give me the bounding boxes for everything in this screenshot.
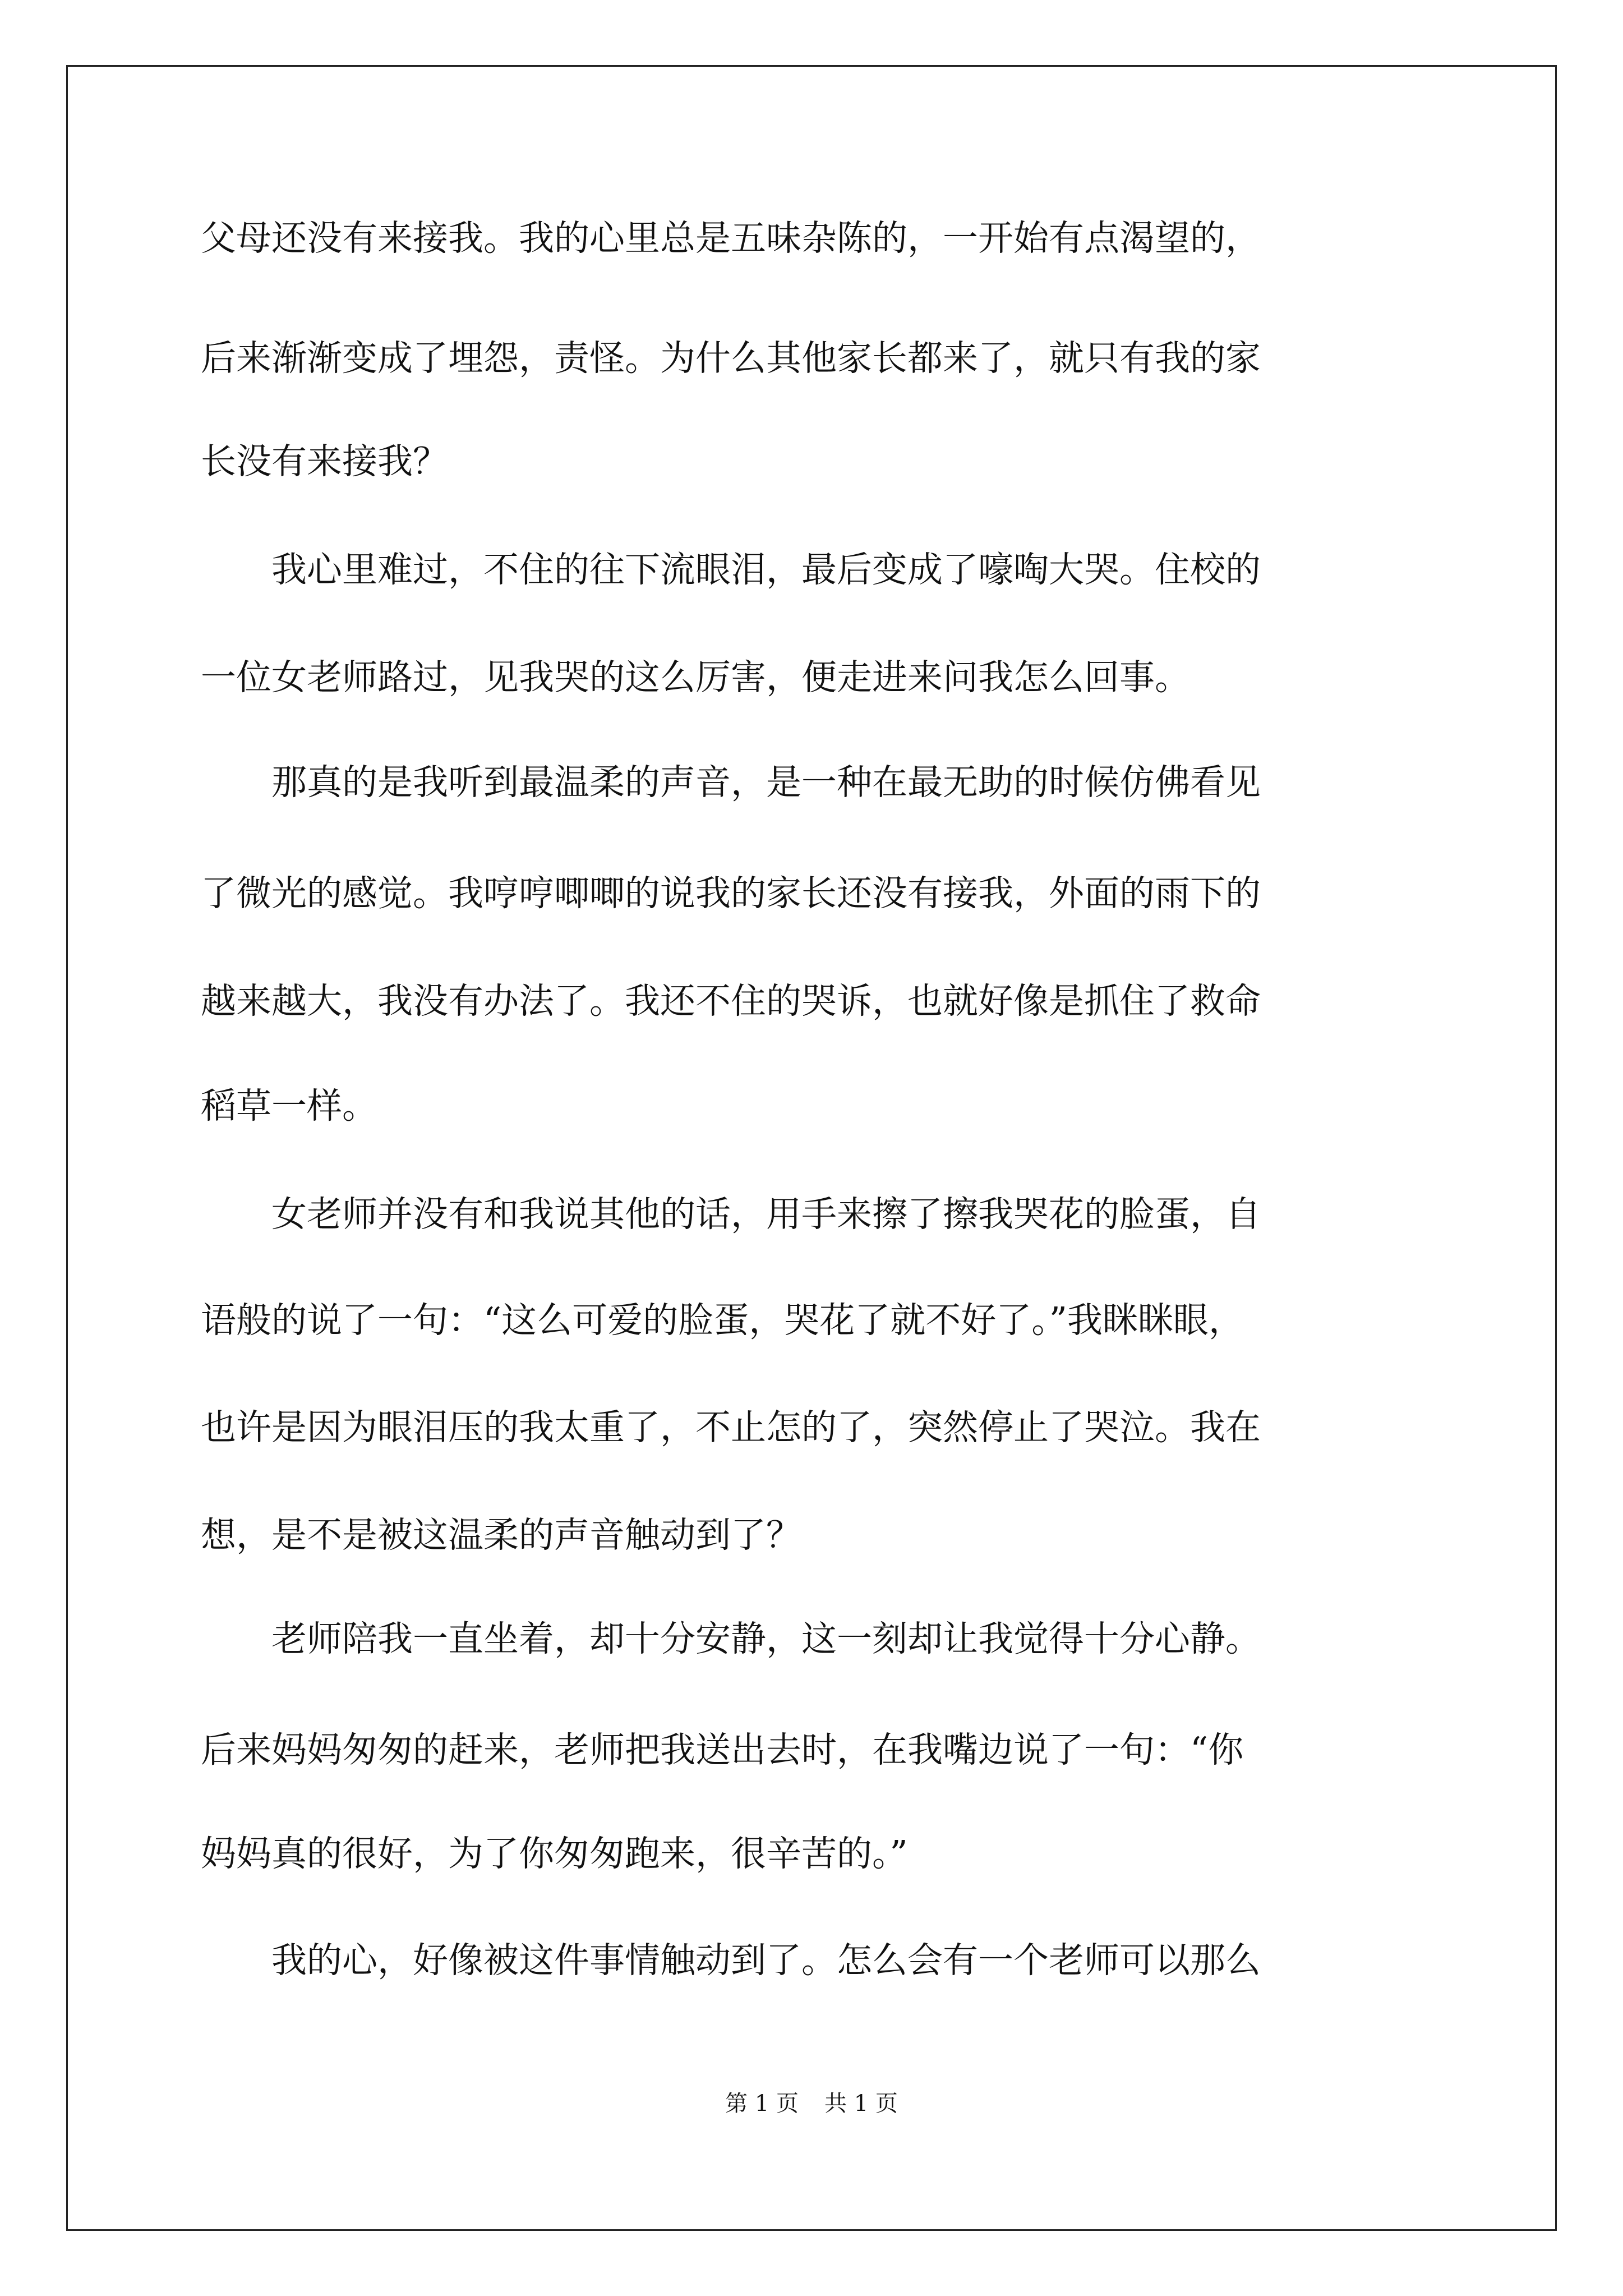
body-text-line: 长没有来接我？ [201,441,448,482]
body-text-line: 我的心，好像被这件事情触动到了。怎么会有一个老师可以那么 [201,1940,1261,1981]
body-text-line: 想，是不是被这温柔的声音触动到了？ [201,1515,801,1556]
body-text-line: 了微光的感觉。我哼哼唧唧的说我的家长还没有接我，外面的雨下的 [201,873,1261,914]
body-text-line: 一位女老师路过，见我哭的这么厉害，便走进来问我怎么回事。 [201,657,1190,698]
page-footer [0,2090,1623,2118]
body-text-line: 后来渐渐变成了埋怨，责怪。为什么其他家长都来了，就只有我的家 [201,338,1261,379]
body-text-line: 语般的说了一句：“这么可爱的脸蛋，哭花了就不好了。”我眯眯眼， [201,1300,1244,1341]
body-text-line: 我心里难过，不住的往下流眼泪，最后变成了嚎啕大哭。住校的 [201,549,1261,590]
body-text-line: 后来妈妈匆匆的赶来，老师把我送出去时，在我嘴边说了一句：“你 [201,1729,1244,1770]
body-text-line: 也许是因为眼泪压的我太重了，不止怎的了，突然停止了哭泣。我在 [201,1407,1261,1448]
page-total: 共 1 页 [824,2091,898,2116]
page-border [66,65,1557,2231]
body-text-line: 越来越大，我没有办法了。我还不住的哭诉，也就好像是抓住了救命 [201,981,1261,1022]
body-text-line: 老师陪我一直坐着，却十分安静，这一刻却让我觉得十分心静。 [201,1618,1261,1659]
body-text-line: 稻草一样。 [201,1085,377,1126]
body-text-line: 女老师并没有和我说其他的话，用手来擦了擦我哭花的脸蛋，自 [201,1194,1261,1235]
body-text-line: 妈妈真的很好，为了你匆匆跑来，很辛苦的。” [201,1833,908,1874]
body-text-line: 那真的是我听到最温柔的声音，是一种在最无助的时候仿佛看见 [201,762,1261,803]
page-number: 第 1 页 [725,2091,799,2116]
body-text-line: 父母还没有来接我。我的心里总是五味杂陈的，一开始有点渴望的， [201,218,1261,259]
